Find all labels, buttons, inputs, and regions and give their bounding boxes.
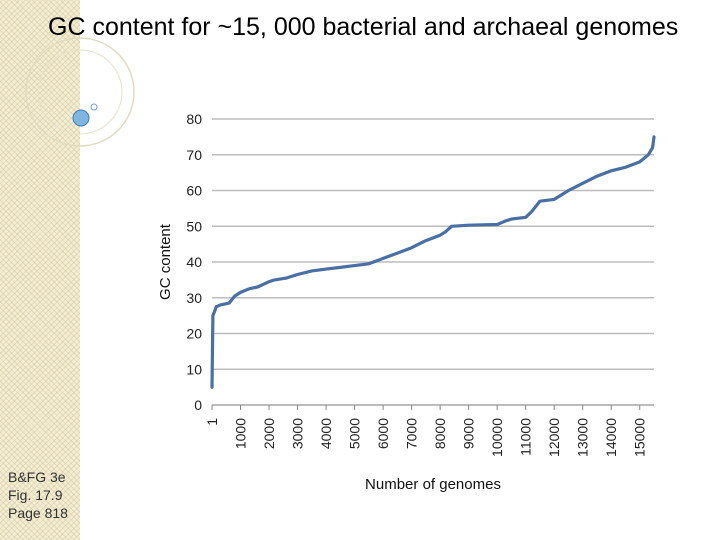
x-tick-label: 9000 (460, 418, 477, 450)
y-tick-label: 80 (186, 111, 202, 127)
x-tick-label: 10000 (489, 418, 506, 457)
y-tick-label: 50 (186, 218, 202, 235)
y-tick-label: 0 (194, 397, 202, 413)
x-tick-label: 13000 (574, 418, 591, 457)
x-tick-label: 8000 (432, 418, 449, 450)
figure-reference (8, 468, 68, 522)
y-axis-title: GC content (157, 224, 174, 300)
x-tick-label: 12000 (546, 418, 563, 457)
footnote-line-figure: Fig. 17.9 (8, 487, 63, 503)
x-tick-label: 6000 (375, 418, 392, 450)
footnote-line-book: B&FG 3e (8, 469, 66, 485)
x-tick-label: 14000 (603, 418, 620, 457)
y-tick-label: 40 (186, 254, 202, 270)
x-tick-label: 2000 (261, 418, 278, 450)
y-tick-label: 70 (186, 146, 202, 163)
y-tick-label: 20 (186, 325, 202, 342)
x-axis-title: Number of genomes (365, 476, 501, 493)
x-tick-label: 15000 (631, 418, 648, 457)
y-tick-label: 60 (186, 182, 202, 199)
footnote-line-page: Page 818 (8, 505, 68, 521)
x-tick-label: 1 (204, 418, 221, 426)
x-tick-label: 1000 (232, 418, 249, 450)
x-tick-label: 11000 (517, 418, 534, 456)
x-tick-label: 5000 (346, 418, 363, 450)
y-tick-label: 10 (186, 361, 202, 378)
x-tick-label: 7000 (403, 418, 420, 450)
slide-title: GC content for ~15, 000 bacterial and archaeal genomes (48, 13, 679, 41)
x-tick-label: 4000 (318, 418, 335, 450)
x-tick-label: 3000 (289, 418, 306, 450)
y-tick-label: 30 (186, 289, 202, 306)
